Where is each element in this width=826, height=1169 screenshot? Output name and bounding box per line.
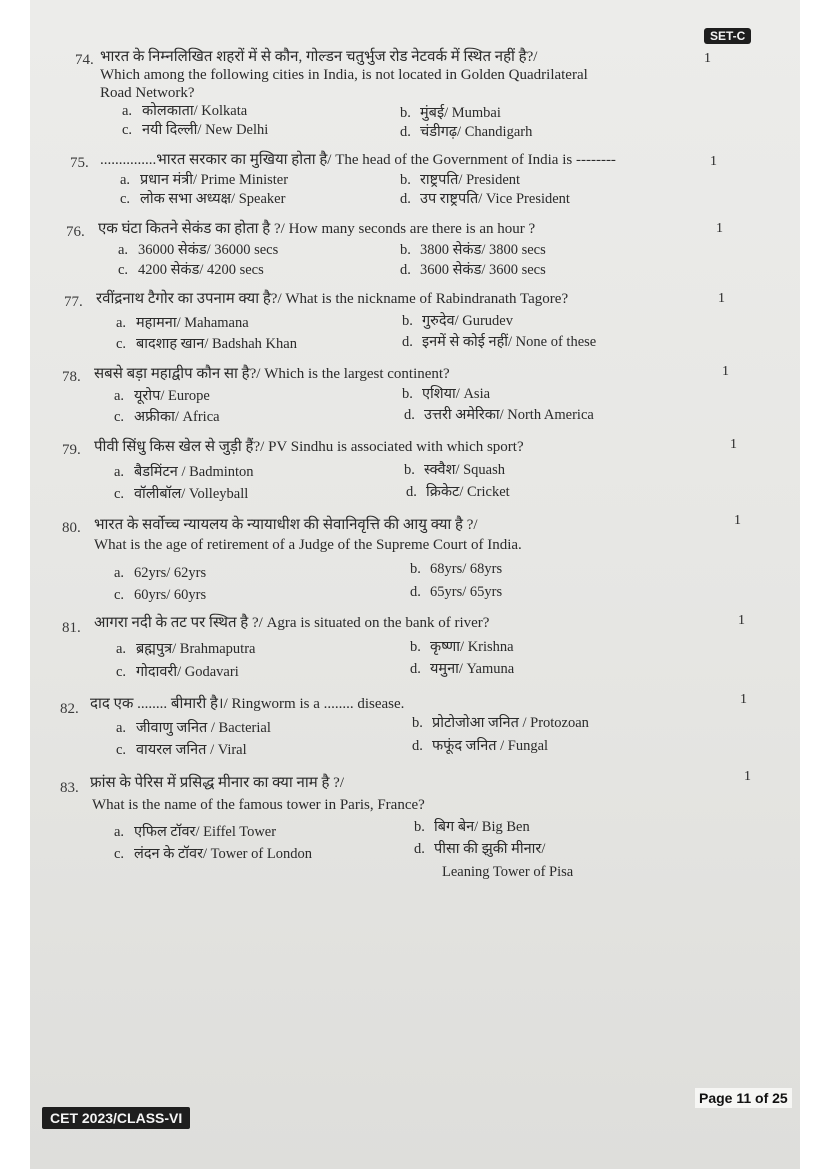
question-number: 78. [62, 369, 81, 385]
option-letter: c. [114, 587, 125, 603]
option-text: वॉलीबॉल/ Volleyball [134, 486, 249, 502]
option-text: लोक सभा अध्यक्ष/ Speaker [140, 191, 286, 207]
option-c [116, 741, 247, 759]
option-letter: c. [114, 846, 125, 862]
option-text: बिग बेन/ Big Ben [434, 819, 530, 835]
option-d [400, 261, 546, 279]
option-text: गोदावरी/ Godavari [136, 664, 239, 680]
option-b [410, 560, 502, 578]
option-c [114, 586, 206, 604]
option-text: 60yrs/ 60yrs [134, 587, 207, 603]
option-letter: b. [410, 561, 421, 577]
option-text: प्रधान मंत्री/ Prime Minister [140, 172, 289, 188]
option-b [400, 171, 520, 189]
option-text: ब्रह्मपुत्र/ Brahmaputra [136, 641, 256, 657]
option-text: 3600 सेकंड/ 3600 secs [420, 262, 546, 278]
option-text: बादशाह खान/ Badshah Khan [136, 336, 297, 352]
option-letter: c. [114, 409, 125, 425]
option-c [114, 845, 312, 863]
option-letter: b. [400, 105, 411, 121]
option-text: 4200 सेकंड/ 4200 secs [138, 262, 264, 278]
question-number: 77. [64, 294, 83, 310]
option-d [400, 190, 570, 208]
exam-class-label: CET 2023/CLASS-VI [42, 1107, 190, 1129]
option-letter: c. [120, 191, 131, 207]
question-text: भारत के निम्नलिखित शहरों में से कौन, गोल्डन चतुर्भुज रोड नेटवर्क में स्थित नहीं है?/ [100, 49, 538, 65]
option-text: एशिया/ Asia [422, 386, 491, 402]
marks-value: 1 [740, 692, 747, 707]
option-b [410, 638, 514, 656]
option-letter: c. [114, 486, 125, 502]
option-text: अफ्रीका/ Africa [134, 409, 220, 425]
question-text: ...............भारत सरकार का मुखिया होता है/ The head of the Government of India is -------- [100, 152, 616, 168]
option-d [410, 660, 514, 678]
marks-value: 1 [734, 513, 741, 528]
option-text: यूरोप/ Europe [134, 388, 210, 404]
option-text: जीवाणु जनित / Bacterial [136, 720, 271, 736]
option-c [122, 121, 268, 139]
option-letter: d. [414, 841, 425, 857]
marks-value: 1 [722, 364, 729, 379]
option-a [114, 823, 276, 841]
question-number: 76. [66, 224, 85, 240]
option-a [114, 564, 206, 582]
option-letter: d. [410, 584, 421, 600]
option-a [114, 387, 210, 405]
option-letter: c. [116, 664, 127, 680]
marks-value: 1 [704, 51, 711, 66]
option-letter: d. [400, 262, 411, 278]
option-b [402, 312, 513, 330]
question-number: 79. [62, 442, 81, 458]
question-number: 83. [60, 780, 79, 796]
option-letter: d. [404, 407, 415, 423]
marks-value: 1 [710, 154, 717, 169]
option-text: 36000 सेकंड/ 36000 secs [138, 242, 279, 258]
question-number: 74. [75, 52, 94, 68]
option-b [414, 818, 530, 836]
option-letter: d. [400, 191, 411, 207]
option-letter: b. [412, 715, 423, 731]
option-text: 3800 सेकंड/ 3800 secs [420, 242, 546, 258]
option-a [114, 463, 254, 481]
option-letter: d. [402, 334, 413, 350]
option-text: बैडमिंटन / Badminton [134, 464, 254, 480]
option-text: एफिल टॉवर/ Eiffel Tower [134, 824, 277, 840]
question-text: आगरा नदी के तट पर स्थित है ?/ Agra is situated on the bank of river? [94, 615, 490, 631]
question-number: 82. [60, 701, 79, 717]
option-text: नयी दिल्ली/ New Delhi [142, 122, 269, 138]
option-d [400, 123, 532, 141]
option-text: महामना/ Mahamana [136, 315, 249, 331]
option-text: कृष्णा/ Krishna [430, 639, 514, 655]
option-d [402, 333, 596, 351]
option-c [114, 408, 220, 426]
page-number-label: Page 11 of 25 [695, 1088, 792, 1108]
option-text: मुंबई/ Mumbai [420, 105, 501, 121]
option-letter: b. [414, 819, 425, 835]
option-a [116, 640, 255, 658]
option-d [410, 583, 502, 601]
question-text: फ्रांस के पेरिस में प्रसिद्ध मीनार का क्या नाम है ?/ [90, 775, 344, 791]
option-text: 68yrs/ 68yrs [430, 561, 503, 577]
option-text: गुरुदेव/ Gurudev [422, 313, 513, 329]
option-letter: d. [400, 124, 411, 140]
option-text: यमुना/ Yamuna [430, 661, 515, 677]
option-a [120, 171, 288, 189]
option-b [400, 104, 501, 122]
option-c [116, 663, 239, 681]
option-text: राष्ट्रपति/ President [420, 172, 521, 188]
option-text: 65yrs/ 65yrs [430, 584, 503, 600]
option-b [400, 241, 546, 259]
option-d [404, 406, 594, 424]
option-a [122, 102, 247, 120]
option-b [412, 714, 589, 732]
option-text: लंदन के टॉवर/ Tower of London [134, 846, 312, 862]
question-number: 75. [70, 155, 89, 171]
question-text: एक घंटा कितने सेकंड का होता है ?/ How many seconds are there is an hour ? [98, 221, 536, 237]
option-text: कोलकाता/ Kolkata [142, 103, 248, 119]
question-text: सबसे बड़ा महाद्वीप कौन सा है?/ Which is the largest continent? [94, 366, 450, 382]
marks-value: 1 [716, 221, 723, 236]
option-letter: a. [116, 641, 127, 657]
option-c [116, 335, 297, 353]
question-number: 80. [62, 520, 81, 536]
option-letter: b. [404, 462, 415, 478]
option-text: स्क्वैश/ Squash [424, 462, 506, 478]
option-letter: a. [120, 172, 131, 188]
option-text: इनमें से कोई नहीं/ None of these [422, 334, 597, 350]
set-label-badge: SET-C [704, 28, 751, 44]
option-text: प्रोटोजोआ जनित / Protozoan [432, 715, 589, 731]
option-text: वायरल जनित / Viral [136, 742, 247, 758]
option-d [406, 483, 510, 501]
option-letter: b. [410, 639, 421, 655]
option-letter: c. [122, 122, 133, 138]
option-letter: a. [114, 824, 125, 840]
option-letter: a. [114, 565, 125, 581]
option-letter: b. [400, 172, 411, 188]
option-text: फफूंद जनित / Fungal [432, 738, 549, 754]
question-text: भारत के सर्वोच्च न्यायलय के न्यायाधीश की सेवानिवृत्ति की आयु क्या है ?/ [94, 517, 478, 533]
option-a [116, 314, 249, 332]
option-letter: b. [400, 242, 411, 258]
option-letter: a. [122, 103, 133, 119]
question-text: What is the name of the famous tower in Paris, France? [92, 797, 425, 813]
option-text: चंडीगढ़/ Chandigarh [420, 124, 533, 140]
option-text: क्रिकेट/ Cricket [426, 484, 510, 500]
option-letter: d. [406, 484, 417, 500]
question-text: What is the age of retirement of a Judge of the Supreme Court of India. [94, 537, 522, 553]
option-letter: d. [410, 661, 421, 677]
question-number: 81. [62, 620, 81, 636]
option-letter: b. [402, 386, 413, 402]
question-text: Which among the following cities in India, is not located in Golden Quadrilateral [100, 67, 588, 83]
option-text: उप राष्ट्रपति/ Vice President [420, 191, 570, 207]
option-text: पीसा की झुकी मीनार/ [434, 841, 546, 857]
question-text: Road Network? [100, 85, 195, 101]
question-text: दाद एक ........ बीमारी है।/ Ringworm is a ........ disease. [90, 696, 405, 712]
marks-value: 1 [744, 769, 751, 784]
option-letter: c. [116, 742, 127, 758]
option-b [404, 461, 505, 479]
option-letter: a. [116, 720, 127, 736]
option-letter: b. [402, 313, 413, 329]
option-letter: a. [114, 388, 125, 404]
option-letter: c. [116, 336, 127, 352]
question-text: रवींद्रनाथ टैगोर का उपनाम क्या है?/ What is the nickname of Rabindranath Tagore? [96, 291, 569, 307]
option-letter: c. [118, 262, 129, 278]
option-letter: a. [114, 464, 125, 480]
option-b [402, 385, 490, 403]
option-c [120, 190, 285, 208]
marks-value: 1 [738, 613, 745, 628]
option-letter: a. [116, 315, 127, 331]
option-text: उत्तरी अमेरिका/ North America [424, 407, 594, 423]
option-c [118, 261, 264, 279]
option-a [118, 241, 278, 259]
option-d [412, 737, 548, 755]
option-a [116, 719, 271, 737]
marks-value: 1 [730, 437, 737, 452]
option-d-continued: Leaning Tower of Pisa [442, 864, 574, 880]
option-letter: a. [118, 242, 129, 258]
option-letter: d. [412, 738, 423, 754]
option-d [414, 840, 545, 858]
option-text: 62yrs/ 62yrs [134, 565, 207, 581]
marks-value: 1 [718, 291, 725, 306]
option-c [114, 485, 248, 503]
question-text: पीवी सिंधु किस खेल से जुड़ी हैं?/ PV Sindhu is associated with which sport? [94, 439, 524, 455]
